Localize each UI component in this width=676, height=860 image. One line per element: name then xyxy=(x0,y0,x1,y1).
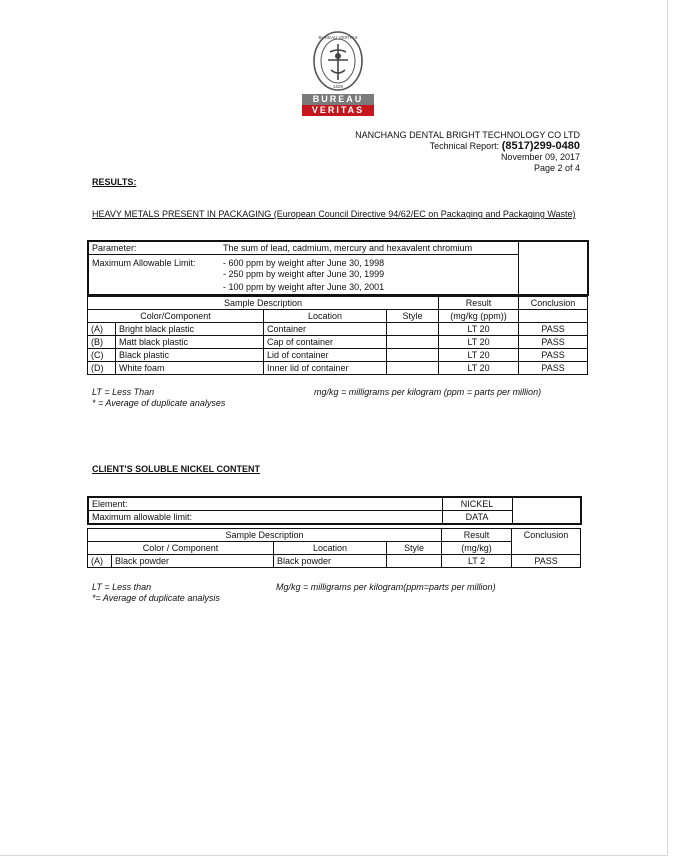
nickel-results-table xyxy=(87,528,581,568)
nickel-location-header: Location xyxy=(274,542,387,555)
table-row xyxy=(88,362,588,375)
report-number: (8517)299-0480 xyxy=(501,140,580,152)
result-header: Result xyxy=(439,297,519,310)
row-location: Black powder xyxy=(274,555,387,568)
row-conclusion: PASS xyxy=(519,349,588,362)
row-location: Inner lid of container xyxy=(264,362,387,375)
row-result: LT 20 xyxy=(439,336,519,349)
limit-1999: - 250 ppm by weight after June 30, 1999 xyxy=(223,268,385,279)
logo-line-2: VERITAS xyxy=(302,105,374,116)
nickel-result-unit-header: (mg/kg) xyxy=(442,542,512,555)
conclusion-header-blank xyxy=(519,310,588,323)
element-label: Element: xyxy=(88,497,442,511)
heavy-metals-note-units: mg/kg = milligrams per kilogram (ppm = parts per million) xyxy=(314,387,542,397)
row-location: Cap of container xyxy=(264,336,387,349)
conclusion-header: Conclusion xyxy=(519,297,588,310)
nickel-note-units: Mg/kg = milligrams per kilogram(ppm=parts per million) xyxy=(276,582,496,592)
nickel-limit-label: Maximum allowable limit: xyxy=(88,511,442,525)
table-row xyxy=(88,323,588,336)
company-name: NANCHANG DENTAL BRIGHT TECHNOLOGY CO LTD xyxy=(355,130,580,140)
color-component-header: Color/Component xyxy=(88,310,264,323)
nickel-color-component-header: Color / Component xyxy=(88,542,274,555)
page-number: Page 2 of 4 xyxy=(533,163,580,173)
limit-1998: - 600 ppm by weight after June 30, 1998 xyxy=(223,257,385,268)
row-id: (C) xyxy=(88,349,116,362)
row-component: Matt black plastic xyxy=(116,336,264,349)
heavy-metals-note-avg: * = Average of duplicate analyses xyxy=(92,398,226,408)
nickel-parameter-table xyxy=(87,496,582,525)
nickel-conclusion-header: Conclusion xyxy=(512,529,581,555)
nickel-note-lt: LT = Less than xyxy=(92,582,152,592)
row-style xyxy=(387,555,442,568)
heavy-metals-parameter-table xyxy=(87,240,589,296)
nickel-sample-description-header: Sample Description xyxy=(88,529,442,542)
row-result: LT 20 xyxy=(439,349,519,362)
row-location: Lid of container xyxy=(264,349,387,362)
limit-values xyxy=(220,255,518,296)
logo-line-1: BUREAU xyxy=(302,94,374,105)
table-row xyxy=(88,349,588,362)
nickel-limit-value: DATA xyxy=(442,511,512,525)
row-conclusion: PASS xyxy=(512,555,581,568)
logo-wordmark xyxy=(302,94,374,116)
nickel-result-header: Result xyxy=(442,529,512,542)
parameter-blank-cell xyxy=(518,241,588,295)
table-row xyxy=(88,336,588,349)
row-style xyxy=(387,323,439,336)
parameter-value: The sum of lead, cadmium, mercury and hexavalent chromium xyxy=(220,241,518,255)
limit-label: Maximum Allowable Limit: xyxy=(88,255,220,296)
nickel-heading: CLIENT'S SOLUBLE NICKEL CONTENT xyxy=(92,464,260,474)
row-result: LT 20 xyxy=(439,323,519,336)
limit-2001: - 100 ppm by weight after June 30, 2001 xyxy=(223,281,385,292)
results-title: RESULTS: xyxy=(92,177,137,187)
row-component: Bright black plastic xyxy=(116,323,264,336)
row-style xyxy=(387,362,439,375)
element-value: NICKEL xyxy=(442,497,512,511)
heavy-metals-note-lt: LT = Less Than xyxy=(92,387,155,397)
row-component: Black powder xyxy=(112,555,274,568)
row-conclusion: PASS xyxy=(519,362,588,375)
location-header: Location xyxy=(264,310,387,323)
heavy-metals-heading: HEAVY METALS PRESENT IN PACKAGING (European Council Directive 94/62/EC on Packaging and Packaging Waste) xyxy=(92,209,576,219)
sample-description-header: Sample Description xyxy=(88,297,439,310)
row-component: White foam xyxy=(116,362,264,375)
report-label: Technical Report: xyxy=(429,141,500,151)
row-result: LT 20 xyxy=(439,362,519,375)
row-conclusion: PASS xyxy=(519,336,588,349)
row-id: (B) xyxy=(88,336,116,349)
bureau-veritas-logo xyxy=(300,30,376,116)
result-unit-header: (mg/kg (ppm)) xyxy=(439,310,519,323)
seal-year: 1828 xyxy=(332,84,344,89)
seal-text: BUREAU VERITAS xyxy=(318,35,358,40)
nickel-note-avg: *= Average of duplicate analysis xyxy=(92,593,220,603)
element-blank-cell xyxy=(512,497,581,524)
nickel-style-header: Style xyxy=(387,542,442,555)
bureau-veritas-seal-icon xyxy=(312,30,364,92)
row-style xyxy=(387,336,439,349)
row-style xyxy=(387,349,439,362)
report-date: November 09, 2017 xyxy=(500,152,580,162)
heavy-metals-results-table xyxy=(87,296,588,375)
row-component: Black plastic xyxy=(116,349,264,362)
parameter-label: Parameter: xyxy=(88,241,220,255)
row-id: (A) xyxy=(88,323,116,336)
row-result: LT 2 xyxy=(442,555,512,568)
row-id: (D) xyxy=(88,362,116,375)
style-header: Style xyxy=(387,310,439,323)
technical-report-line xyxy=(355,141,580,152)
row-conclusion: PASS xyxy=(519,323,588,336)
row-id: (A) xyxy=(88,555,112,568)
table-row xyxy=(88,555,581,568)
report-header xyxy=(355,130,580,174)
row-location: Container xyxy=(264,323,387,336)
